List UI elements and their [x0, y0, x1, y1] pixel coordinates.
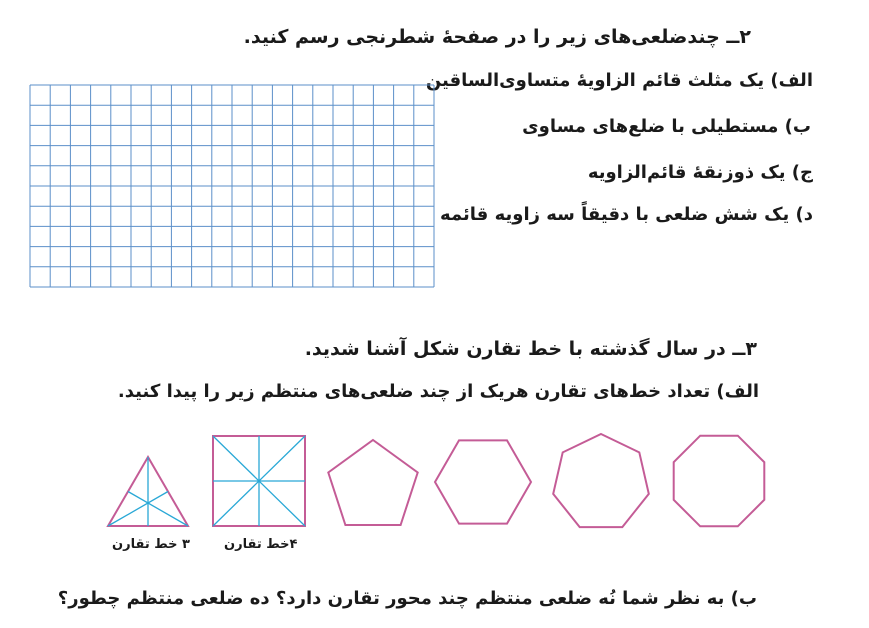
square-caption: ۴خط تقارن [224, 537, 298, 552]
question-3-part-b: ب) به نظر شما نُه ضلعی منتظم چند محور تقارن دارد؟ ده ضلعی منتظم چطور؟ [57, 588, 757, 609]
question-2-item-a: الف) یک مثلث قائم الزاویهٔ متساوی‌الساقین [425, 70, 813, 91]
question-2-item-b: ب) مستطیلی با ضلع‌های مساوی [522, 116, 811, 137]
question-3-title: ۳ــ در سال گذشته با خط تقارن شکل آشنا شدید. [304, 338, 757, 360]
question-3-part-a: الف) تعداد خط‌های تقارن هریک از چند ضلعی‌های منتظم زیر را پیدا کنید. [117, 381, 759, 402]
heptagon-shape [553, 434, 649, 527]
octagon-shape [674, 436, 765, 527]
question-2-item-c: ج) یک ذوزنقهٔ قائم‌الزاویه [587, 162, 813, 183]
question-2-title: ۲ــ چندضلعی‌های زیر را در صفحهٔ شطرنجی رسم کنید. [243, 26, 751, 48]
triangle-caption: ۳ خط تقارن [112, 537, 190, 552]
question-2-item-d: د) یک شش ضلعی با دقیقاً سه زاویه قائمه [440, 204, 813, 225]
hexagon-shape [435, 440, 531, 523]
pentagon-shape [328, 440, 417, 525]
